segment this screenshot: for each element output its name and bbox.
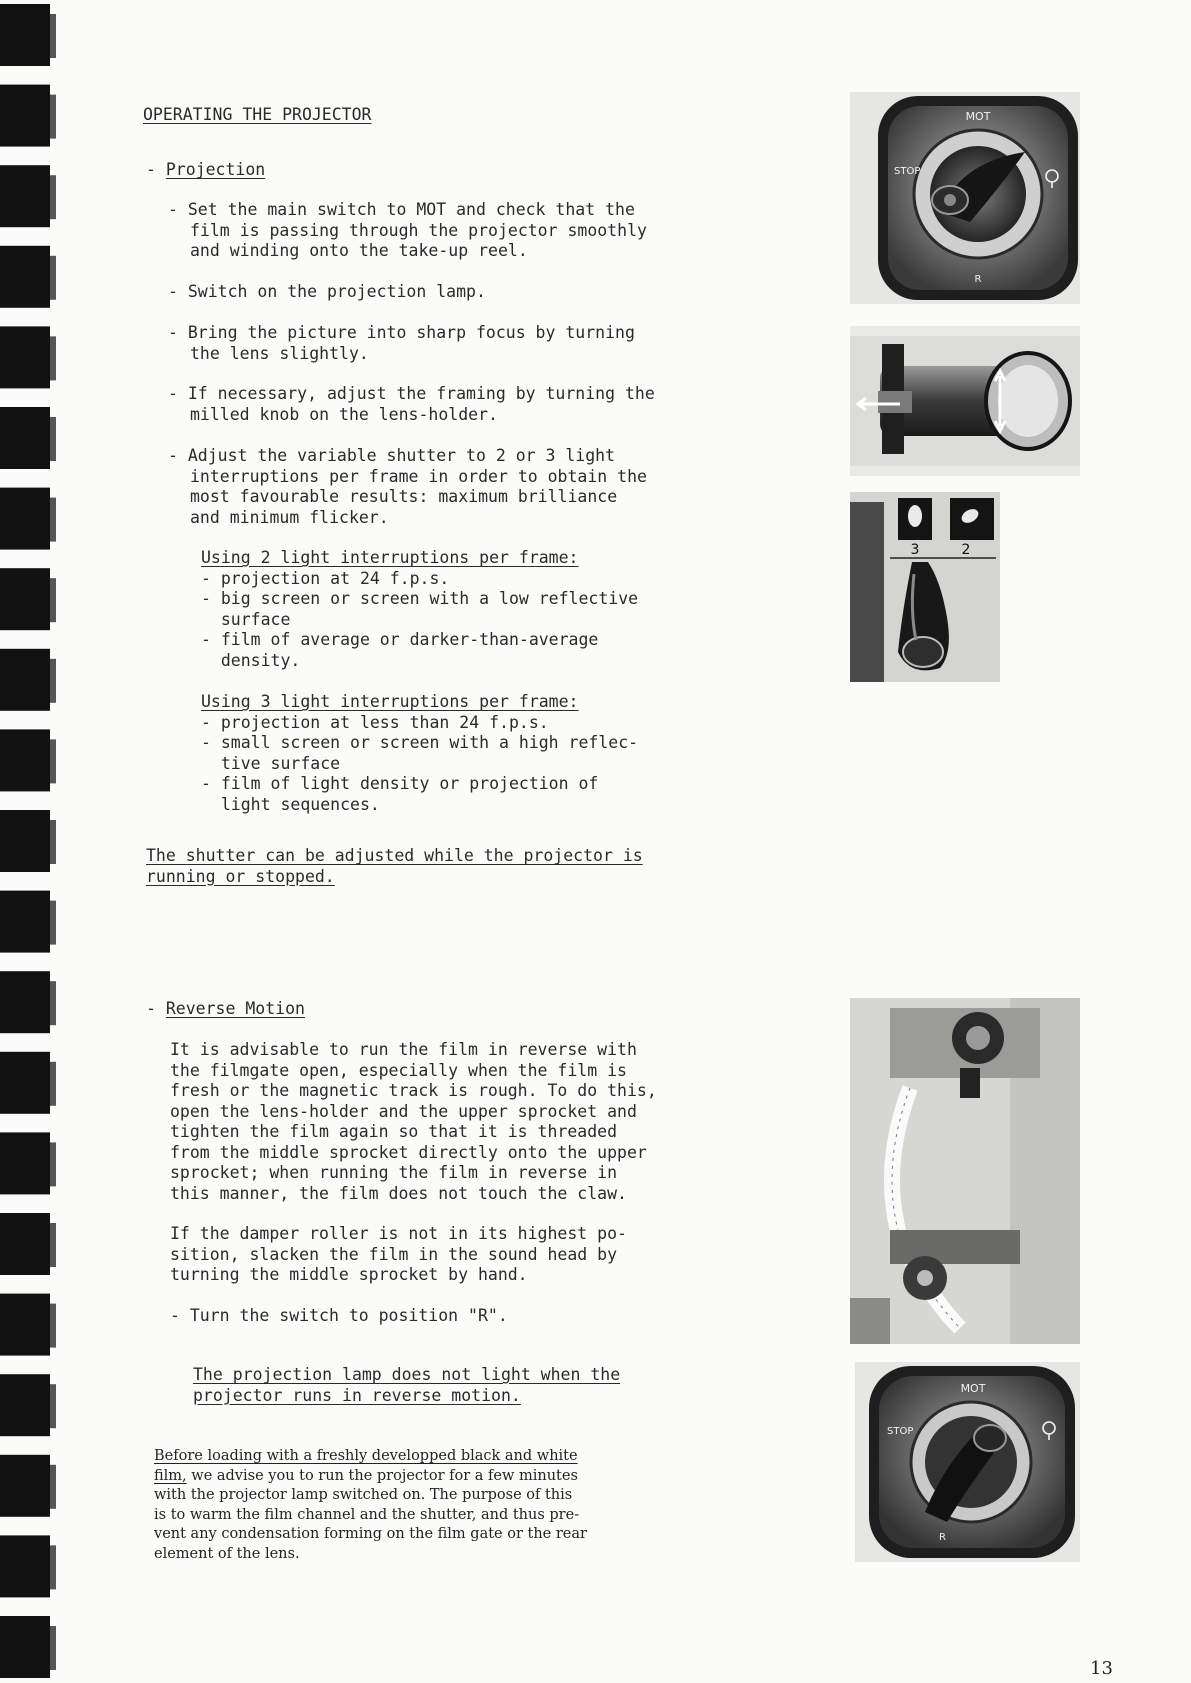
binding-hole [0,649,50,711]
projection-section-title: - Projection [146,160,266,179]
binding-hole-edge [50,175,56,219]
reverse-note: The projection lamp does not light when the [193,1365,621,1384]
binding-hole [0,85,50,147]
step-shutter-line2: interruptions per frame in order to obtain the [190,466,647,486]
three-item: - film of light density or projection of [201,774,599,793]
binding-hole-edge [50,1142,56,1186]
reverse-para1-line: sprocket; when running the film in reverse in [170,1163,618,1182]
switch-label-r: R [939,1532,946,1543]
binding-hole-edge [50,578,56,622]
binding-hole-edge [50,256,56,300]
reverse-switch-photo [855,1362,1080,1562]
shutter-indicator-3 [908,505,922,527]
binding-hole [0,1455,50,1517]
page-number: 13 [1090,1658,1113,1679]
binding-hole-edge [50,820,56,864]
reverse-para2-line: sition, slacken the film in the sound head by [170,1244,618,1264]
reverse-para1-line: open the lens-holder and the upper sprocket and [170,1101,637,1121]
binding-hole [0,165,50,227]
binding-hole [0,891,50,953]
reverse-para1-line: from the middle sprocket directly onto the upper [170,1142,647,1162]
shutter-lever-photo [850,492,1000,682]
binding-hole-edge [50,1626,56,1670]
projection-title-text: Projection [165,160,266,179]
binding-hole-edge [50,1545,56,1589]
footnote-line1: Before loading with a freshly developped black and white [154,1448,578,1464]
step-framing-line2: milled knob on the lens-holder. [190,404,498,424]
three-item: tive surface [201,753,341,773]
binding-hole [0,1132,50,1194]
two-item: surface [201,609,291,629]
reverse-para1-line: fresh or the magnetic track is rough. To do this, [170,1081,657,1100]
step-main-switch: - Set the main switch to MOT and check that the [168,200,635,219]
footnote-line2: film, we advise you to run the projector for a few minutes [154,1467,578,1484]
two-item: - projection at 24 f.p.s. [201,568,450,588]
step-main-switch-line2: film is passing through the projector smoothly [190,220,647,240]
binding-hole-edge [50,1223,56,1267]
reverse-para1-line: It is advisable to run the film in reverse with [170,1040,637,1059]
step-main-switch-line3: and winding onto the take-up reel. [190,241,528,260]
binding-hole [0,326,50,388]
reverse-para1-line: this manner, the film does not touch the claw. [170,1183,627,1203]
binding-hole [0,1213,50,1275]
binding-hole-edge [50,417,56,461]
binding-hole [0,1052,50,1114]
two-item: - film of average or darker-than-average [201,630,599,649]
binding-hole-edge [50,14,56,58]
reverse-para1-line: the filmgate open, especially when the film is [170,1060,627,1080]
footnote-line: vent any condensation forming on the film gate or the rear [154,1526,587,1542]
switch-label-r: R [974,274,982,285]
shutter-label-3: 3 [910,542,920,558]
binding-hole-edge [50,498,56,542]
step-focus: - Bring the picture into sharp focus by turning [168,323,635,342]
switch-label-mot: MOT [965,110,991,123]
binding-hole-edge [50,1384,56,1428]
footnote-line: element of the lens. [154,1545,300,1562]
step-shutter-line3: most favourable results: maximum brilliance [190,487,618,506]
footnote-line: with the projector lamp switched on. The purpose of this [154,1487,573,1503]
binding-hole [0,1616,50,1678]
lens-holder-photo [850,326,1080,476]
reverse-step: - Turn the switch to position "R". [170,1306,508,1325]
step-shutter: - Adjust the variable shutter to 2 or 3 light [168,446,616,465]
shutter-note-line2: running or stopped. [146,866,335,886]
binding-hole [0,4,50,66]
reverse-para1-line: tighten the film again so that it is threaded [170,1122,618,1141]
film-path-photo [850,998,1080,1344]
spiral-binding [0,0,62,1683]
binding-hole-edge [50,95,56,139]
reverse-section-title: - Reverse Motion [146,999,305,1018]
binding-hole [0,810,50,872]
binding-hole-edge [50,1465,56,1509]
three-item: - small screen or screen with a high reflec- [201,733,639,752]
reverse-title-text: Reverse Motion [165,999,305,1018]
two-interruptions-heading: Using 2 light interruptions per frame: [201,548,579,567]
binding-hole-edge [50,1062,56,1106]
binding-hole-edge [50,739,56,783]
binding-hole [0,246,50,308]
reverse-note-line2: projector runs in reverse motion. [193,1385,521,1405]
step-lamp: - Switch on the projection lamp. [168,282,486,301]
step-focus-line2: the lens slightly. [190,343,369,363]
main-switch-photo [850,92,1080,304]
switch-label-stop: STOP [894,166,921,177]
reverse-para2-line: If the damper roller is not in its highest po- [170,1224,627,1243]
binding-hole-edge [50,1304,56,1348]
binding-hole-edge [50,659,56,703]
binding-hole-edge [50,336,56,380]
binding-hole [0,729,50,791]
binding-hole [0,568,50,630]
three-item: - projection at less than 24 f.p.s. [201,712,549,732]
switch-label-stop: STOP [887,1426,914,1437]
footnote-line: is to warm the film channel and the shutter, and thus pre- [154,1506,580,1523]
three-interruptions-heading: Using 3 light interruptions per frame: [201,692,579,711]
binding-hole [0,1374,50,1436]
step-framing: - If necessary, adjust the framing by turning the [168,384,655,403]
binding-hole [0,1294,50,1356]
binding-hole [0,971,50,1033]
step-shutter-line4: and minimum flicker. [190,507,389,527]
binding-hole [0,488,50,550]
shutter-note: The shutter can be adjusted while the projector is [146,846,643,865]
switch-label-mot: MOT [960,1382,986,1395]
binding-hole [0,1535,50,1597]
two-item: density. [201,650,301,670]
three-item: light sequences. [201,794,380,814]
reverse-para2-line: turning the middle sprocket by hand. [170,1265,528,1284]
page-heading: OPERATING THE PROJECTOR [143,105,372,124]
binding-hole-edge [50,981,56,1025]
shutter-label-2: 2 [961,542,971,558]
binding-hole-edge [50,901,56,945]
binding-hole [0,407,50,469]
two-item: - big screen or screen with a low reflective [201,589,639,608]
